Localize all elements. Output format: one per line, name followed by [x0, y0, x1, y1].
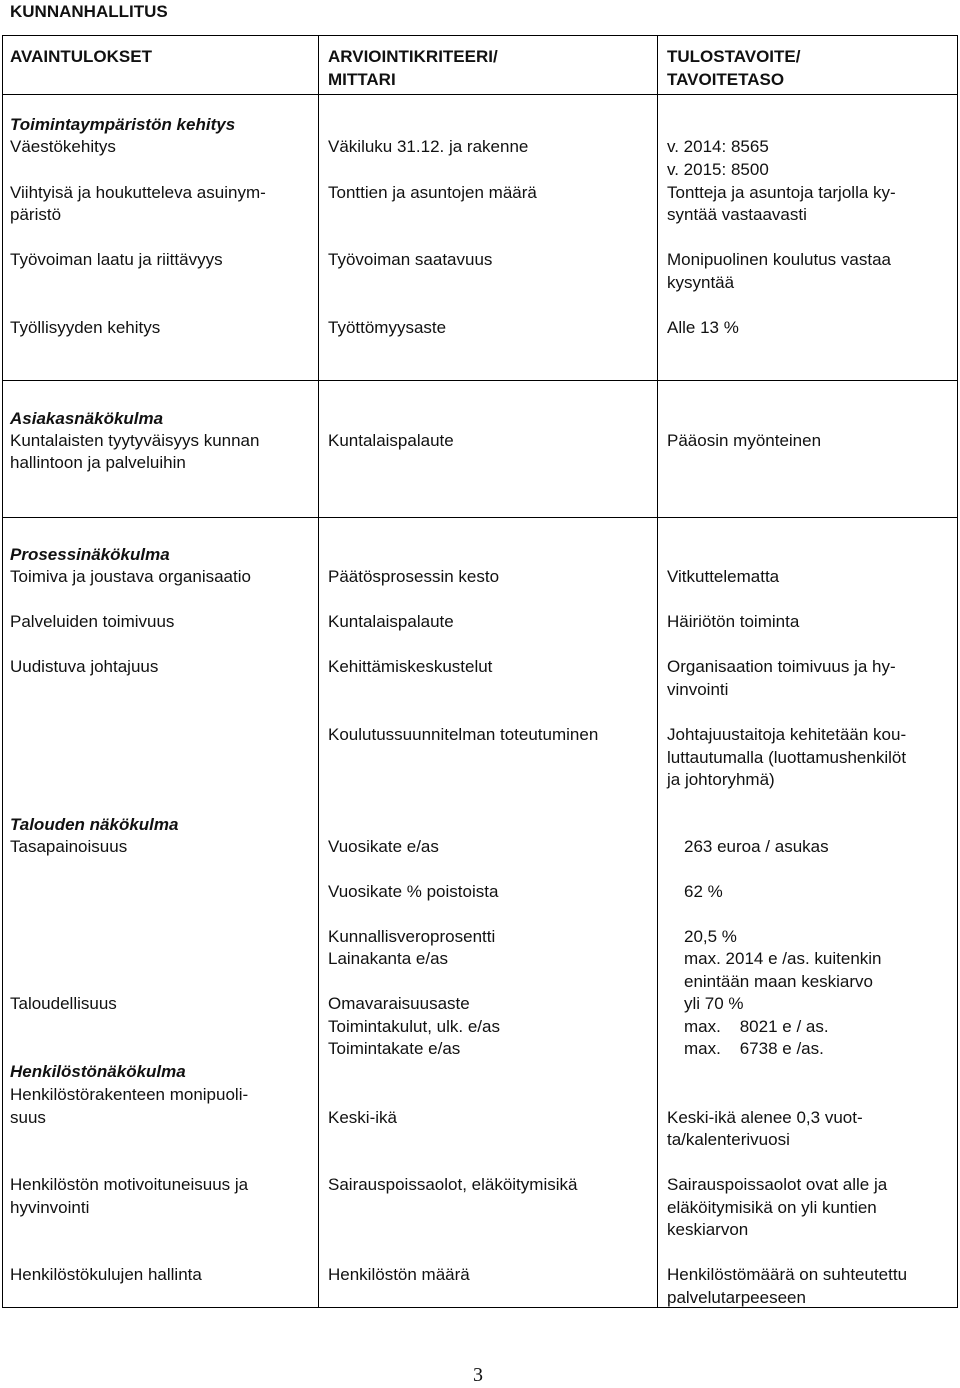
header-col2-line2: MITTARI: [328, 70, 396, 89]
table-border-left: [2, 35, 3, 1308]
column-divider-1: [318, 35, 319, 1308]
cell-key-result: hallintoon ja palveluihin: [10, 453, 186, 472]
cell-target: luttautumalla (luottamushenkilöt: [667, 748, 907, 767]
cell-criterion: Henkilöstön määrä: [328, 1265, 470, 1284]
cell-criterion: Tonttien ja asuntojen määrä: [328, 183, 537, 202]
cell-key-result: Toimiva ja joustava organisaatio: [10, 567, 251, 586]
cell-criterion: Toimintakate e/as: [328, 1039, 461, 1058]
cell-target: eläköitymisikä on yli kuntien: [667, 1198, 877, 1217]
cell-target: enintään maan keskiarvo: [684, 972, 874, 991]
cell-target: Alle 13 %: [667, 318, 739, 337]
cell-target: Pääosin myönteinen: [667, 431, 822, 450]
cell-target: max. 8021 e / as.: [684, 1017, 829, 1036]
cell-target: 263 euroa / asukas: [684, 837, 829, 856]
cell-key-result: Tasapainoisuus: [10, 837, 128, 856]
cell-target: Organisaation toimivuus ja hy-: [667, 657, 896, 676]
cell-criterion: Vuosikate % poistoista: [328, 882, 499, 901]
cell-target: v. 2014: 8565: [667, 137, 769, 156]
cell-target: Keski-ikä alenee 0,3 vuot-: [667, 1108, 863, 1127]
cell-target: Tontteja ja asuntoja tarjolla ky-: [667, 183, 896, 202]
cell-key-result: Henkilöstön motivoituneisuus ja: [10, 1175, 249, 1194]
cell-criterion: Sairauspoissaolot, eläköitymisikä: [328, 1175, 578, 1194]
section-heading: Henkilöstönäkökulma: [10, 1062, 186, 1081]
page-title: KUNNANHALLITUS: [10, 2, 168, 21]
cell-key-result: Väestökehitys: [10, 137, 116, 156]
header-col2-line1: ARVIOINTIKRITEERI/: [328, 47, 498, 66]
row-divider-s1: [2, 380, 958, 381]
cell-criterion: Kunnallisveroprosentti: [328, 927, 496, 946]
cell-key-result: Uudistuva johtajuus: [10, 657, 159, 676]
cell-target: kysyntää: [667, 273, 735, 292]
cell-target: 20,5 %: [684, 927, 737, 946]
section-heading: Asiakasnäkökulma: [10, 409, 164, 428]
cell-criterion: Työvoiman saatavuus: [328, 250, 493, 269]
cell-target: vinvointi: [667, 680, 729, 699]
cell-target: palvelutarpeeseen: [667, 1288, 806, 1307]
header-col3-line1: TULOSTAVOITE/: [667, 47, 801, 66]
cell-target: Monipuolinen koulutus vastaa: [667, 250, 891, 269]
cell-criterion: Toimintakulut, ulk. e/as: [328, 1017, 500, 1036]
cell-key-result: Henkilöstörakenteen monipuoli-: [10, 1085, 249, 1104]
section-heading: Talouden näkökulma: [10, 815, 179, 834]
cell-key-result: Henkilöstökulujen hallinta: [10, 1265, 202, 1284]
cell-criterion: Koulutussuunnitelman toteutuminen: [328, 725, 599, 744]
cell-key-result: Taloudellisuus: [10, 994, 117, 1013]
cell-criterion: Kehittämiskeskustelut: [328, 657, 493, 676]
cell-key-result: Viihtyisä ja houkutteleva asuinym-: [10, 183, 266, 202]
cell-criterion: Omavaraisuusaste: [328, 994, 470, 1013]
row-divider-header: [2, 94, 958, 95]
cell-criterion: Vuosikate e/as: [328, 837, 439, 856]
header-col3-line2: TAVOITETASO: [667, 70, 785, 89]
cell-target: Sairauspoissaolot ovat alle ja: [667, 1175, 888, 1194]
cell-target: yli 70 %: [684, 994, 744, 1013]
cell-target: v. 2015: 8500: [667, 160, 769, 179]
cell-target: keskiarvon: [667, 1220, 749, 1239]
table-border-right: [957, 35, 958, 1308]
cell-criterion: Keski-ikä: [328, 1108, 397, 1127]
cell-target: Häiriötön toiminta: [667, 612, 800, 631]
cell-key-result: päristö: [10, 205, 62, 224]
cell-target: max. 6738 e /as.: [684, 1039, 824, 1058]
table-border-top: [2, 35, 958, 36]
cell-target: max. 2014 e /as. kuitenkin: [684, 949, 882, 968]
cell-target: Johtajuustaitoja kehitetään kou-: [667, 725, 907, 744]
header-col1: AVAINTULOKSET: [10, 47, 152, 66]
cell-target: ja johtoryhmä): [667, 770, 775, 789]
cell-target: syntää vastaavasti: [667, 205, 807, 224]
cell-target: Vitkuttelematta: [667, 567, 780, 586]
row-divider-s2: [2, 517, 958, 518]
section-heading: Toimintaympäristön kehitys: [10, 115, 236, 134]
section-heading: Prosessinäkökulma: [10, 545, 170, 564]
cell-criterion: Päätösprosessin kesto: [328, 567, 500, 586]
cell-criterion: Työttömyysaste: [328, 318, 447, 337]
cell-criterion: Kuntalaispalaute: [328, 431, 454, 450]
cell-key-result: Työvoiman laatu ja riittävyys: [10, 250, 223, 269]
cell-key-result: Kuntalaisten tyytyväisyys kunnan: [10, 431, 260, 450]
cell-key-result: suus: [10, 1108, 46, 1127]
table-border-bottom: [2, 1307, 958, 1308]
cell-criterion: Kuntalaispalaute: [328, 612, 454, 631]
cell-target: 62 %: [684, 882, 723, 901]
cell-criterion: Väkiluku 31.12. ja rakenne: [328, 137, 529, 156]
cell-target: Henkilöstömäärä on suhteutettu: [667, 1265, 908, 1284]
page-number: 3: [473, 1364, 483, 1386]
column-divider-2: [657, 35, 658, 1308]
cell-key-result: Työllisyyden kehitys: [10, 318, 161, 337]
cell-key-result: Palveluiden toimivuus: [10, 612, 175, 631]
cell-target: ta/kalenterivuosi: [667, 1130, 790, 1149]
cell-key-result: hyvinvointi: [10, 1198, 90, 1217]
cell-criterion: Lainakanta e/as: [328, 949, 449, 968]
